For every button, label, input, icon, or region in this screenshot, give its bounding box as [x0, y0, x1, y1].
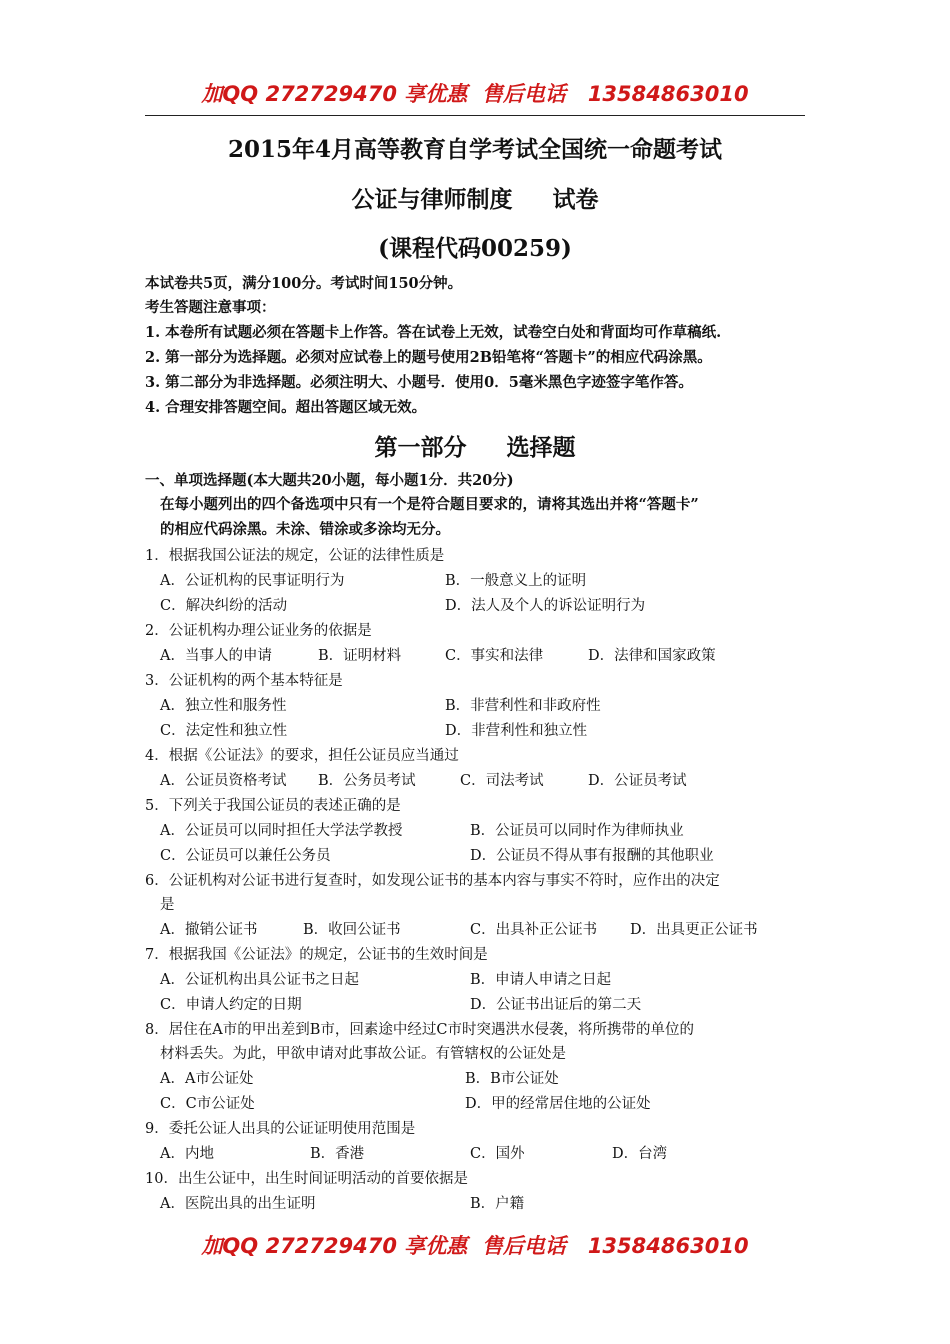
option-a: A．公证员可以同时担任大学法学教授 — [160, 823, 403, 839]
option-d: D．台湾 — [612, 1146, 668, 1162]
option-d: D．公证员考试 — [588, 773, 687, 789]
exam-title: 2015年4月高等教育自学考试全国统一命题考试 — [227, 136, 723, 163]
question-stem: 3．公证机构的两个基本特征是 — [145, 673, 343, 689]
question-stem: 9．委托公证人出具的公证证明使用范围是 — [145, 1121, 416, 1137]
option-c: C．公证员可以兼任公务员 — [160, 848, 331, 864]
question-stem: 7．根据我国《公证法》的规定，公证书的生效时间是 — [145, 947, 488, 963]
promo-banner-top: 加QQ 272729470 享优惠 售后电话 13584863010 — [201, 82, 749, 106]
question-stem: 5．下列关于我国公证员的表述正确的是 — [145, 798, 401, 814]
option-d: D．法律和国家政策 — [588, 648, 716, 664]
option-b: B．公证员可以同时作为律师执业 — [470, 823, 684, 839]
option-c: C．国外 — [470, 1146, 525, 1162]
section-instruction: 的相应代码涂黑。未涂、错涂或多涂均无分。 — [160, 521, 450, 538]
note-line: 本试卷共5页，满分100分。考试时间150分钟。 — [145, 275, 463, 292]
option-b: B．非营利性和非政府性 — [445, 698, 601, 714]
question-stem-cont: 材料丢失。为此，甲欲申请对此事故公证。有管辖权的公证处是 — [160, 1046, 566, 1062]
option-c: C．出具补正公证书 — [470, 922, 598, 938]
option-b: B．一般意义上的证明 — [445, 573, 587, 589]
option-a: A．内地 — [160, 1146, 214, 1162]
section-heading: 一、单项选择题(本大题共20小题，每小题1分．共20分) — [145, 472, 514, 489]
question-stem: 8．居住在A市的甲出差到B市，回素途中经过C市时突遇洪水侵袭，将所携带的单位的 — [145, 1022, 694, 1038]
option-c: C．解决纠纷的活动 — [160, 598, 288, 614]
option-b: B．香港 — [310, 1146, 365, 1162]
part-title: 第一部分 选择题 — [374, 434, 576, 461]
option-b: B．B市公证处 — [465, 1071, 559, 1087]
option-c: C．法定性和独立性 — [160, 723, 288, 739]
option-d: D．非营利性和独立性 — [445, 723, 588, 739]
note-line: 2. 第一部分为选择题。必须对应试卷上的题号使用2B铅笔将“答题卡”的相应代码涂黑。 — [145, 349, 712, 366]
question-stem: 4．根据《公证法》的要求，担任公证员应当通过 — [145, 748, 459, 764]
option-c: C．事实和法律 — [445, 648, 544, 664]
option-b: B．证明材料 — [318, 648, 402, 664]
section-instruction: 在每小题列出的四个备选项中只有一个是符合题目要求的，请将其选出并将“答题卡” — [160, 496, 699, 513]
exam-subject: 公证与律师制度 试卷 — [351, 186, 599, 213]
note-line: 4. 合理安排答题空间。超出答题区域无效。 — [145, 399, 427, 416]
option-d: D．公证员不得从事有报酬的其他职业 — [470, 848, 714, 864]
option-c: C．申请人约定的日期 — [160, 997, 302, 1013]
option-d: D．甲的经常居住地的公证处 — [465, 1096, 651, 1112]
option-b: B．收回公证书 — [303, 922, 401, 938]
option-a: A．撤销公证书 — [160, 922, 258, 938]
question-stem: 10．出生公证中，出生时间证明活动的首要依据是 — [145, 1171, 468, 1187]
option-a: A．独立性和服务性 — [160, 698, 287, 714]
header-divider — [145, 115, 805, 116]
note-line: 3. 第二部分为非选择题。必须注明大、小题号．使用0．5毫米黑色字迹签字笔作答。 — [145, 374, 693, 391]
option-a: A．公证机构出具公证书之日起 — [160, 972, 359, 988]
note-line: 考生答题注意事项： — [145, 299, 276, 316]
option-a: A．公证员资格考试 — [160, 773, 287, 789]
course-code: (课程代码00259) — [378, 235, 572, 262]
option-c: C．司法考试 — [460, 773, 544, 789]
promo-banner-bottom: 加QQ 272729470 享优惠 售后电话 13584863010 — [201, 1234, 749, 1258]
question-stem: 6．公证机构对公证书进行复查时，如发现公证书的基本内容与事实不符时，应作出的决定 — [145, 873, 720, 889]
question-stem: 2．公证机构办理公证业务的依据是 — [145, 623, 372, 639]
option-a: A．当事人的申请 — [160, 648, 272, 664]
option-a: A．A市公证处 — [160, 1071, 254, 1087]
question-stem-cont: 是 — [160, 897, 175, 913]
note-line: 1. 本卷所有试题必须在答题卡上作答。答在试卷上无效，试卷空白处和背面均可作草稿纸. — [145, 324, 722, 341]
question-stem: 1．根据我国公证法的规定，公证的法律性质是 — [145, 548, 445, 564]
option-b: B．公务员考试 — [318, 773, 416, 789]
option-d: D．公证书出证后的第二天 — [470, 997, 642, 1013]
option-d: D．法人及个人的诉讼证明行为 — [445, 598, 646, 614]
option-b: B．户籍 — [470, 1196, 525, 1212]
option-b: B．申请人申请之日起 — [470, 972, 612, 988]
option-d: D．出具更正公证书 — [630, 922, 758, 938]
option-a: A．医院出具的出生证明 — [160, 1196, 316, 1212]
option-c: C．C市公证处 — [160, 1096, 255, 1112]
option-a: A．公证机构的民事证明行为 — [160, 573, 345, 589]
